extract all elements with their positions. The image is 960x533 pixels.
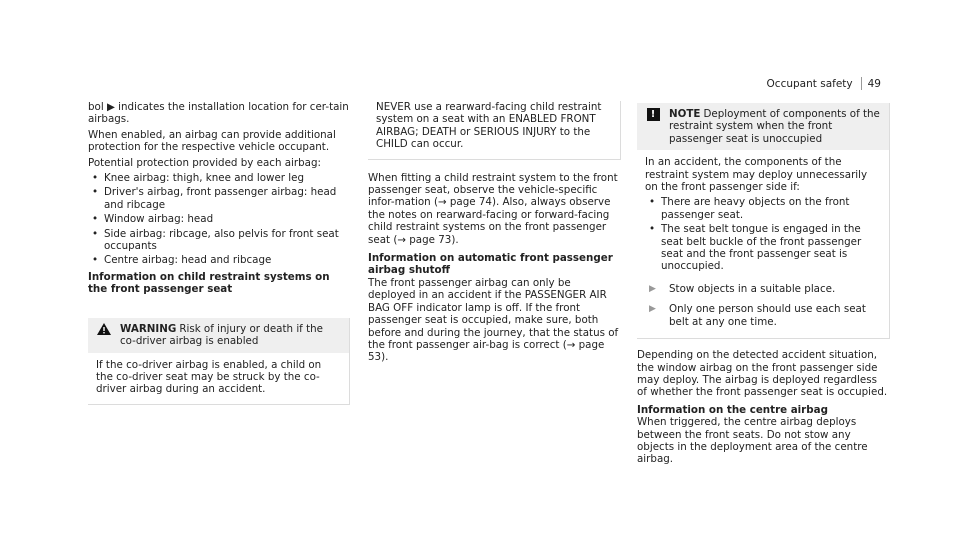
note-title: Deployment of components of the restraint system when the front passenger seat is unoccupied	[669, 108, 880, 145]
step-text: Only one person should use each seat belt at any one time.	[669, 303, 866, 328]
column-middle	[368, 101, 621, 367]
step-arrow-icon: ▶	[649, 304, 656, 315]
warning-heading	[120, 323, 341, 348]
list-item: • Centre airbag: head and ribcage	[88, 254, 350, 266]
body-paragraph: The front passenger airbag can only be deployed in an accident if the PASSENGER AIR BAG OFF indicator lamp is off. If the front passenger seat is occupied, make sure, both before and during the journey, that the status of the front passenger air-bag is correct (→ page 53).	[368, 276, 619, 364]
warning-header	[88, 318, 349, 353]
list-item: • Knee airbag: thigh, knee and lower leg	[88, 172, 350, 184]
note-body	[637, 150, 889, 338]
step-arrow-icon: ▶	[649, 283, 656, 294]
column-left	[88, 101, 350, 405]
instruction-step	[645, 303, 881, 328]
warning-continuation: NEVER use a rearward-facing child restraint system on a seat with an ENABLED FRONT AIRBAG; DEATH or SERIOUS INJURY to the CHILD can occur.	[368, 101, 621, 160]
section-title: Occupant safety	[766, 77, 853, 90]
note-heading	[669, 108, 881, 145]
warning-title: Risk of injury or death if the co-driver airbag is enabled	[120, 322, 323, 348]
section-heading: Information on child restraint systems on the front passenger seat	[88, 270, 330, 296]
list-item: • Side airbag: ribcage, also pelvis for front seat occupants	[88, 228, 350, 253]
note-paragraph: In an accident, the components of the restraint system may deploy unnecessarily on the front passenger side if:	[645, 156, 868, 194]
note-keyword: NOTE	[669, 108, 701, 120]
list-item: • There are heavy objects on the front passenger seat.	[645, 196, 881, 221]
header-divider	[861, 77, 862, 90]
warning-triangle-icon	[96, 323, 112, 348]
note-list	[645, 196, 881, 272]
warning-body: If the co-driver airbag is enabled, a child on the co-driver seat may be struck by the co-driver airbag during an accident.	[96, 358, 322, 396]
body-paragraph: Depending on the detected accident situation, the window airbag on the front passenger side may deploy. The airbag is deployed regardless of whether the front passenger seat is occupied.	[637, 349, 888, 399]
warning-box	[88, 318, 350, 405]
body-paragraph: When triggered, the centre airbag deploys between the front seats. Do not stow any objects in the deployment area of the centre airbag.	[637, 416, 868, 466]
warning-keyword: WARNING	[120, 322, 177, 335]
step-text: Stow objects in a suitable place.	[669, 282, 836, 295]
list-item: • Window airbag: head	[88, 213, 350, 225]
note-box	[637, 103, 890, 339]
intro-paragraph: When enabled, an airbag can provide additional protection for the respective vehicle occupant.	[88, 128, 336, 154]
list-item: • The seat belt tongue is engaged in the seat belt buckle of the front passenger seat and the front passenger seat is unoccupied.	[645, 223, 881, 273]
airbag-list	[88, 172, 350, 267]
body-paragraph: When fitting a child restraint system to the front passenger seat, observe the vehicle-specific infor-mation (→ page 74). Also, always observe the notes on rearward-facing or forward-facing child restraint systems on the front passenger seat (→ page 73).	[368, 171, 618, 246]
section-heading: Information on the centre airbag	[637, 403, 828, 416]
intro-paragraph: Potential protection provided by each airbag:	[88, 156, 321, 169]
intro-paragraph: bol ▶ indicates the installation location for cer-tain airbags.	[88, 101, 349, 126]
section-heading: Information on automatic front passenger airbag shutoff	[368, 252, 613, 277]
instruction-step	[645, 283, 881, 295]
exclamation-icon: !	[645, 108, 661, 145]
page-header	[767, 77, 881, 90]
page-number: 49	[867, 77, 881, 90]
note-header	[637, 103, 889, 150]
list-item: • Driver's airbag, front passenger airbag: head and ribcage	[88, 186, 350, 211]
column-right	[637, 101, 890, 469]
